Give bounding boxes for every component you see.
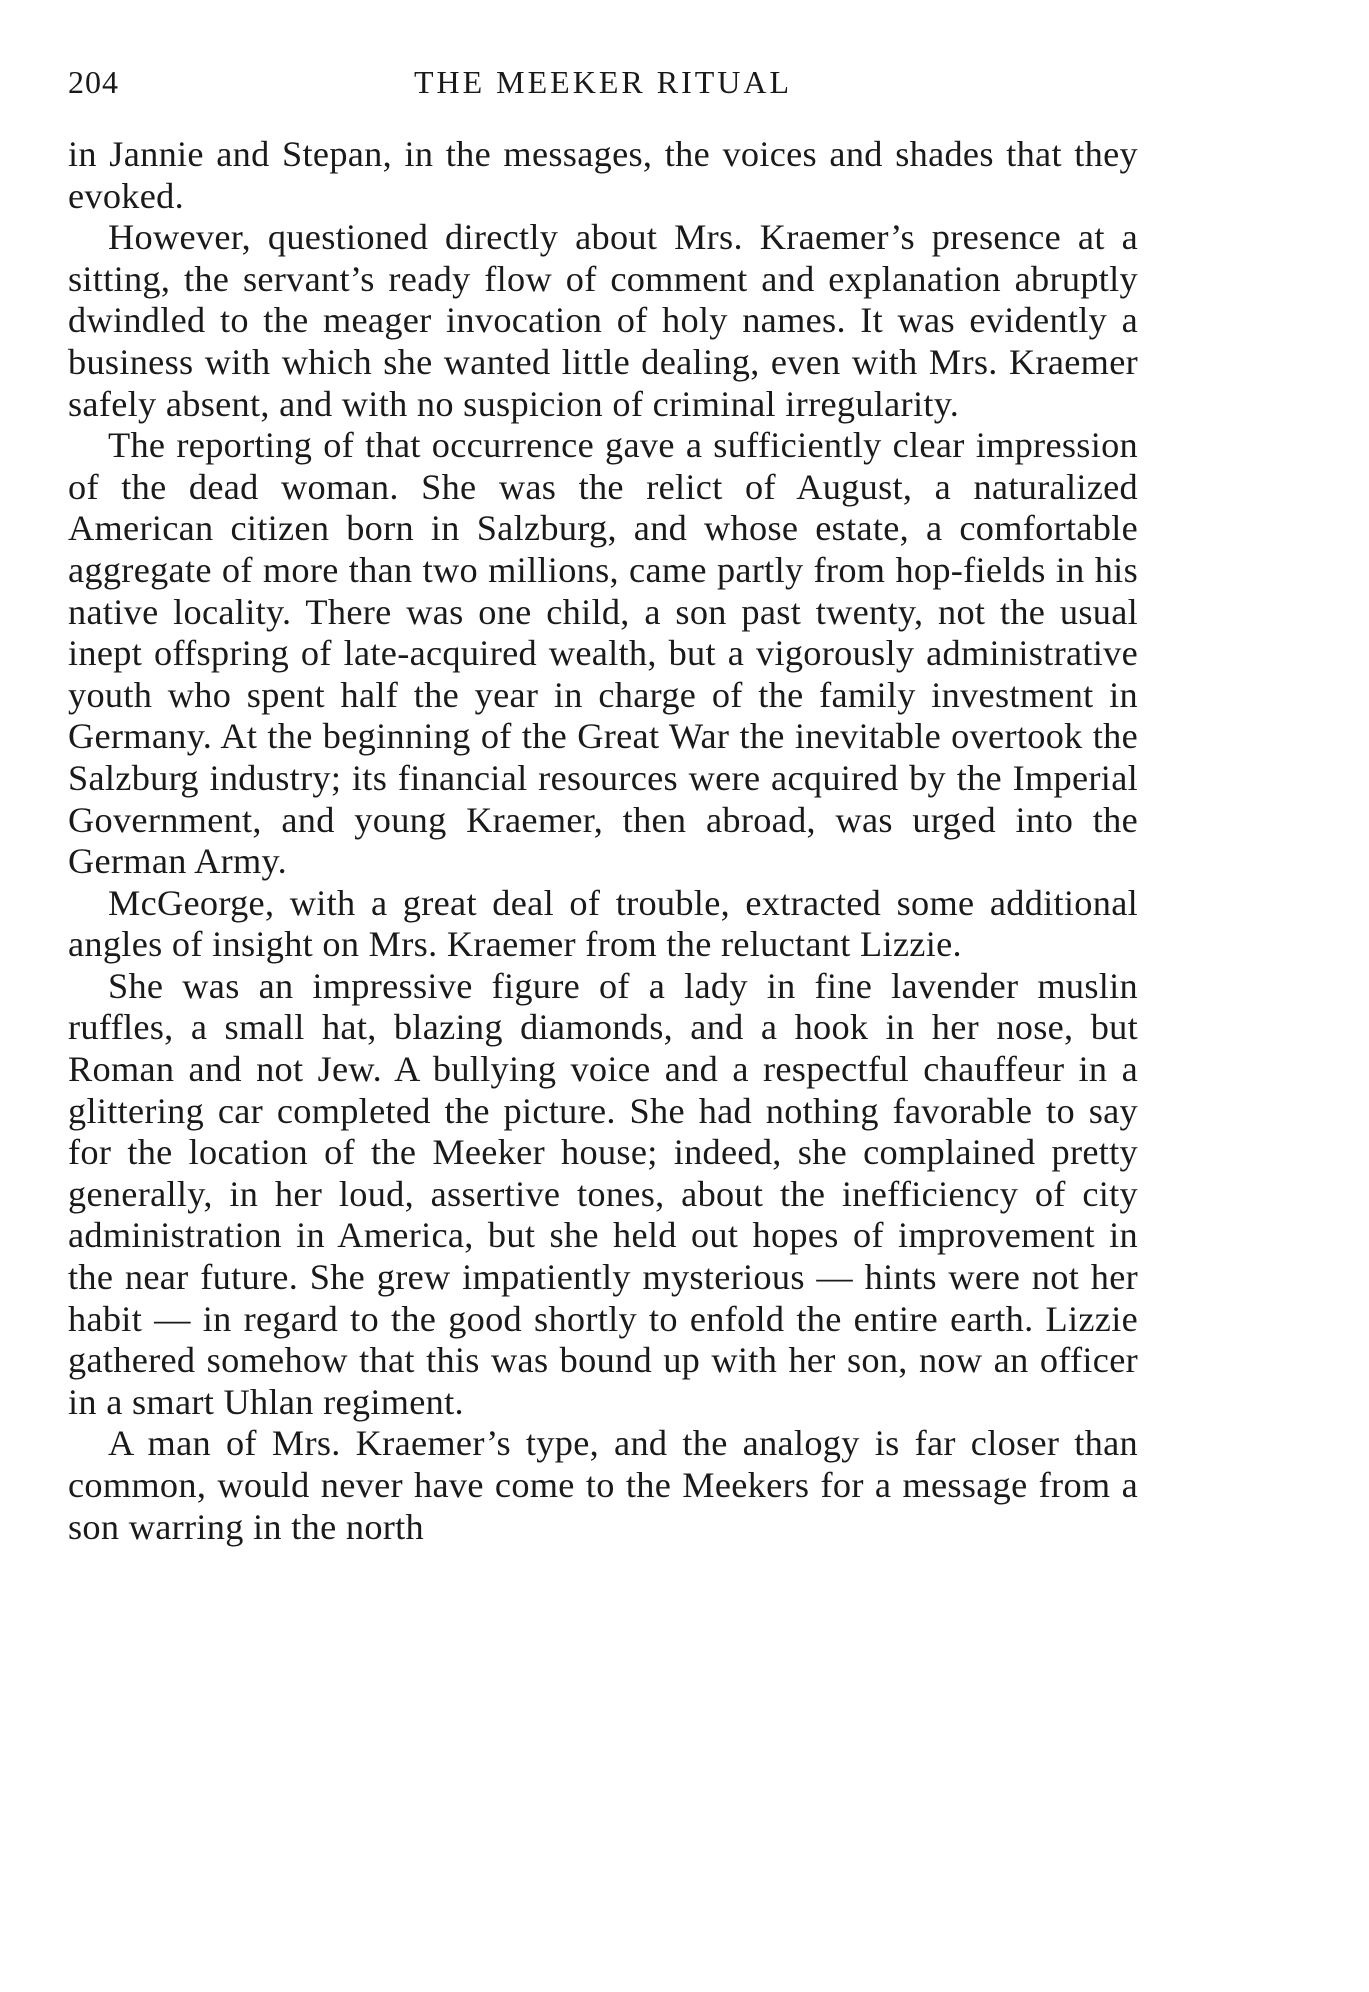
paragraph-mcgeorge: McGeorge, with a great deal of trouble, extracted some additional angles of insight on Mrs. Kraemer from the reluctant Lizzie.	[68, 882, 1138, 965]
body-text	[68, 134, 1138, 1548]
running-title: THE MEEKER RITUAL	[413, 64, 793, 100]
paragraph-servant-reticence: However, questioned directly about Mrs. Kraemer’s presence at a sitting, the servant’s ready flow of comment and explanation abruptly dwindled to the meager invocation of holy names. It was evidently a business with which she wanted little dealing, even with Mrs. Kraemer safely absent, and with no suspicion of criminal irregularity.	[68, 217, 1138, 424]
paragraph-man-of-type: A man of Mrs. Kraemer’s type, and the analogy is far closer than common, would never have come to the Meekers for a message from a son warring in the north	[68, 1423, 1138, 1547]
paragraph-dead-woman: The reporting of that occurrence gave a sufficiently clear impression of the dead woman. She was the relict of August, a naturalized American citizen born in Salzburg, and whose estate, a comfortable aggregate of more than two millions, came partly from hop-fields in his native locality. There was one child, a son past twenty, not the usual inept offspring of late-acquired wealth, but a vigorously administrative youth who spent half the year in charge of the family investment in Germany. At the beginning of the Great War the inevitable overtook the Salzburg industry; its financial resources were acquired by the Imperial Government, and young Kraemer, then abroad, was urged into the German Army.	[68, 425, 1138, 882]
paragraph-continuation: in Jannie and Stepan, in the messages, the voices and shades that they evoked.	[68, 134, 1138, 216]
page-number: 204	[68, 64, 119, 100]
book-page	[68, 58, 1138, 1548]
paragraph-impressive-figure: She was an impressive figure of a lady in fine lavender muslin ruffles, a small hat, blazing diamonds, and a hook in her nose, but Roman and not Jew. A bullying voice and a respectful chauffeur in a glittering car completed the picture. She had nothing favorable to say for the location of the Meeker house; indeed, she complained pretty generally, in her loud, assertive tones, about the inefficiency of city administration in America, but she held out hopes of improvement in the near future. She grew impatiently mysterious — hints were not her habit — in regard to the good shortly to enfold the entire earth. Lizzie gathered somehow that this was bound up with her son, now an officer in a smart Uhlan regiment.	[68, 965, 1138, 1422]
running-header	[68, 58, 1138, 106]
